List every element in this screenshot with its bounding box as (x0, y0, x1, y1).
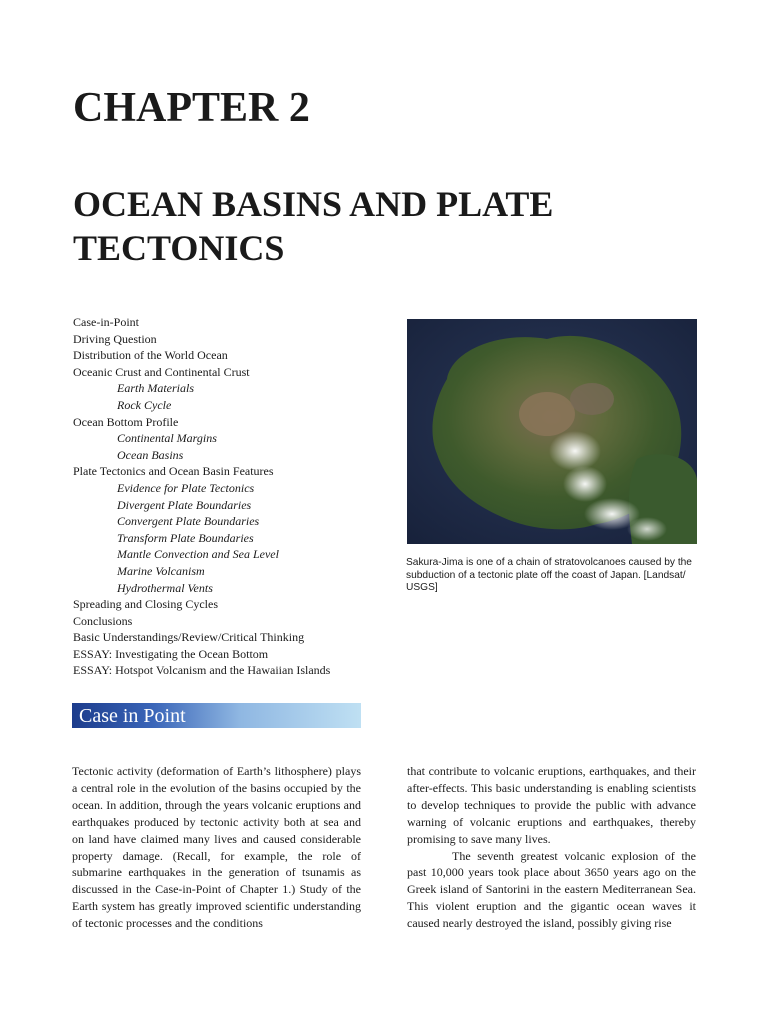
toc-item: Conclusions (73, 613, 133, 628)
satellite-photo-graphic (407, 319, 697, 544)
toc-subitem: Divergent Plate Boundaries (117, 497, 252, 512)
toc-item: ESSAY: Investigating the Ocean Bottom (73, 646, 269, 661)
body-column-right (407, 763, 696, 932)
toc-item: ESSAY: Hotspot Volcanism and the Hawaiian Islands (73, 663, 331, 678)
figure-caption: Sakura-Jima is one of a chain of stratovolcanoes caused by the subduction of a tectonic plate off the coast of Japan. [Landsat/ USGS] (406, 557, 692, 594)
toc-item: Oceanic Crust and Continental Crust (73, 364, 250, 379)
toc-subitem: Marine Volcanism (117, 563, 205, 578)
body-paragraph: Tectonic activity (deformation of Earth’s lithosphere) plays a central role in the evolution of the basins occupied by the ocean. In addition, through the years volcanic eruptions and earthquakes produced by tectonic activity both at sea and on land have claimed many lives and caused considerable property damage. (Recall, for example, the role of submarine earthquakes in the generation of tsunamis as discussed in the Case-in-Point of Chapter 1.) Study of the Earth system has greatly improved scientific understanding of tectonic processes and the conditions (72, 764, 361, 931)
chapter-contents-list (73, 314, 373, 679)
toc-item: Case-in-Point (73, 315, 139, 329)
toc-subitem: Evidence for Plate Tectonics (117, 480, 255, 495)
body-column-left (72, 763, 361, 932)
section-heading: Case in Point (79, 705, 186, 727)
body-paragraph: that contribute to volcanic eruptions, earthquakes, and their after-effects. This basic understanding is enabling scientists to develop techniques to provide the public with advance warning of volcanic eruptions and earthquakes, thereby promising to save many lives. (407, 764, 696, 846)
toc-item: Driving Question (73, 331, 157, 346)
chapter-title: OCEAN BASINS AND PLATE TECTONICS (73, 184, 554, 268)
sakura-jima-satellite-image (407, 319, 697, 544)
toc-item: Plate Tectonics and Ocean Basin Features (73, 464, 274, 479)
toc-subitem: Mantle Convection and Sea Level (117, 547, 279, 562)
chapter-number: CHAPTER 2 (73, 85, 310, 131)
toc-subitem: Ocean Basins (117, 447, 184, 462)
toc-item: Spreading and Closing Cycles (73, 597, 218, 612)
toc-subitem: Convergent Plate Boundaries (117, 514, 260, 529)
toc-item: Ocean Bottom Profile (73, 414, 179, 429)
body-paragraph: The seventh greatest volcanic explosion of the past 10,000 years took place about 3650 years ago on the Greek island of Santorini in the eastern Mediterranean Sea. This violent eruption and the gigantic ocean waves it caused nearly destroyed the island, possibly giving rise (407, 848, 696, 931)
toc-subitem: Earth Materials (117, 381, 194, 396)
toc-subitem: Hydrothermal Vents (117, 580, 213, 595)
section-banner (72, 703, 361, 728)
toc-subitem: Transform Plate Boundaries (117, 530, 254, 545)
toc-subitem: Rock Cycle (117, 397, 172, 412)
toc-subitem: Continental Margins (117, 431, 217, 446)
toc-item: Distribution of the World Ocean (73, 348, 228, 363)
toc-item: Basic Understandings/Review/Critical Thinking (73, 630, 305, 645)
